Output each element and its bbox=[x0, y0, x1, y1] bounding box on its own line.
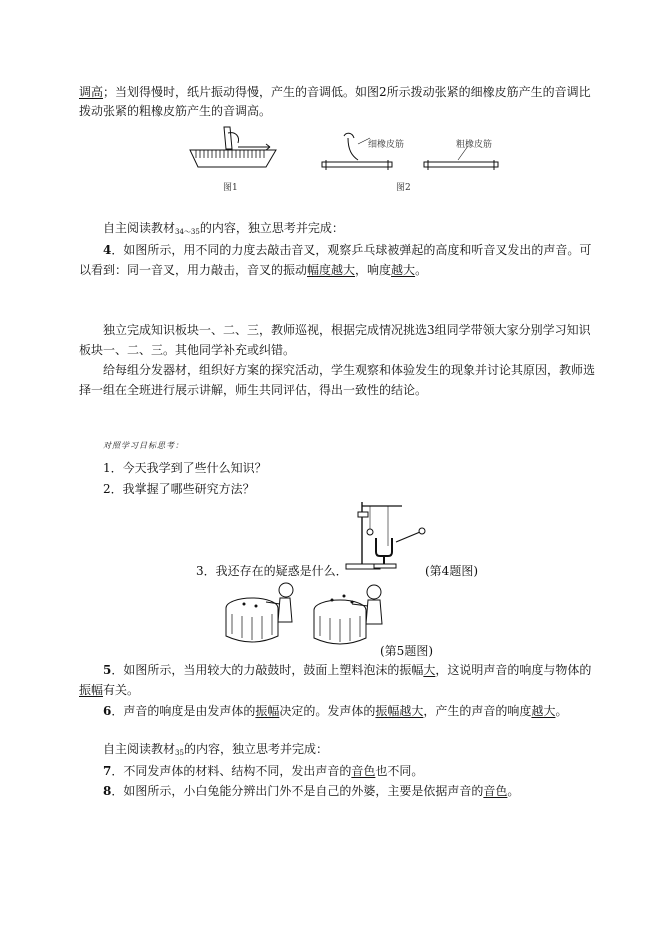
figure-5-drum-illustration bbox=[222, 582, 392, 654]
reflection-question-1: 1．今天我学到了些什么知识？ bbox=[103, 461, 267, 475]
q6-answer-3: 越大 bbox=[531, 704, 556, 718]
intro-answer: 调高 bbox=[79, 85, 104, 99]
question-6: 6．声音的响度是由发声体的振幅决定的。发声体的振幅越大，产生的声音的响度越大。 bbox=[103, 704, 568, 718]
intro-line-2: 拨动张紧的粗橡皮筋产生的音调高。 bbox=[79, 104, 272, 118]
question-4-line-2: 以看到：同一音叉，用力敲击，音叉的振动幅度越大，响度越大。 bbox=[79, 263, 428, 277]
self-reading-instruction-1: 自主阅读教材$_{34\sim 35}$的内容，独立思考并完成： bbox=[103, 221, 344, 236]
q5-answer-factor: 振幅 bbox=[79, 683, 104, 697]
q4-answer-loudness: 越大 bbox=[391, 263, 416, 277]
teaching-line-4: 择一组在全班进行展示讲解，师生共同评估，得出一致性的结论。 bbox=[79, 383, 428, 397]
thin-band-label: 细橡皮筋 bbox=[368, 140, 405, 150]
figure-4-caption: (第4题图) bbox=[425, 564, 478, 578]
q6-answer-2: 振幅越大 bbox=[375, 704, 424, 718]
q8-answer-timbre: 音色 bbox=[483, 784, 508, 798]
figure-2-caption: 图2 bbox=[396, 183, 411, 193]
question-4-line-1: 4．如图所示，用不同的力度去敲击音叉，观察乒乓球被弹起的高度和听音叉发出的声音。可 bbox=[103, 243, 592, 257]
figure-1-caption: 图1 bbox=[223, 183, 238, 193]
q7-answer-timbre: 音色 bbox=[351, 764, 376, 778]
teaching-line-2: 板块一、二、三。其他同学补充或纠错。 bbox=[79, 343, 296, 357]
reflection-question-2: 2．我掌握了哪些研究方法？ bbox=[103, 482, 255, 496]
question-5-line-1: 5．如图所示，当用较大的力敲鼓时，鼓面上塑料泡沫的振幅大，这说明声音的响度与物体的 bbox=[103, 663, 592, 677]
teaching-line-3: 给每组分发器材，组织好方案的探究活动，学生观察和体验发生的现象并讨论其原因，教师选 bbox=[103, 363, 596, 377]
question-5-line-2: 振幅有关。 bbox=[79, 683, 140, 697]
reflection-question-3: 3．我还存在的疑惑是什么． bbox=[196, 564, 348, 578]
q5-answer-amplitude: 大 bbox=[423, 663, 436, 677]
question-8: 8．如图所示，小白兔能分辨出门外不是自己的外婆，主要是依据声音的音色。 bbox=[103, 784, 520, 798]
q6-answer-1: 振幅 bbox=[255, 704, 280, 718]
reflection-heading: 对照学习目标思考： bbox=[103, 441, 184, 450]
teaching-line-1: 独立完成知识板块一、二、三，教师巡视，根据完成情况挑选3组同学带领大家分别学习知识 bbox=[103, 323, 591, 337]
self-reading-instruction-2: 自主阅读教材$_{35}$的内容，独立思考并完成： bbox=[103, 742, 328, 757]
question-7: 7．不同发声体的材料、结构不同，发出声音的音色也不同。 bbox=[103, 764, 424, 778]
figure-5-caption: (第5题图) bbox=[380, 644, 433, 658]
thick-band-label: 粗橡皮筋 bbox=[456, 140, 493, 150]
intro-line-1: 调高；当划得慢时，纸片振动得慢，产生的音调低。如图2所示拨动张紧的细橡皮筋产生的音调比 bbox=[79, 85, 591, 99]
q4-answer-amplitude: 幅度越大 bbox=[307, 263, 356, 277]
